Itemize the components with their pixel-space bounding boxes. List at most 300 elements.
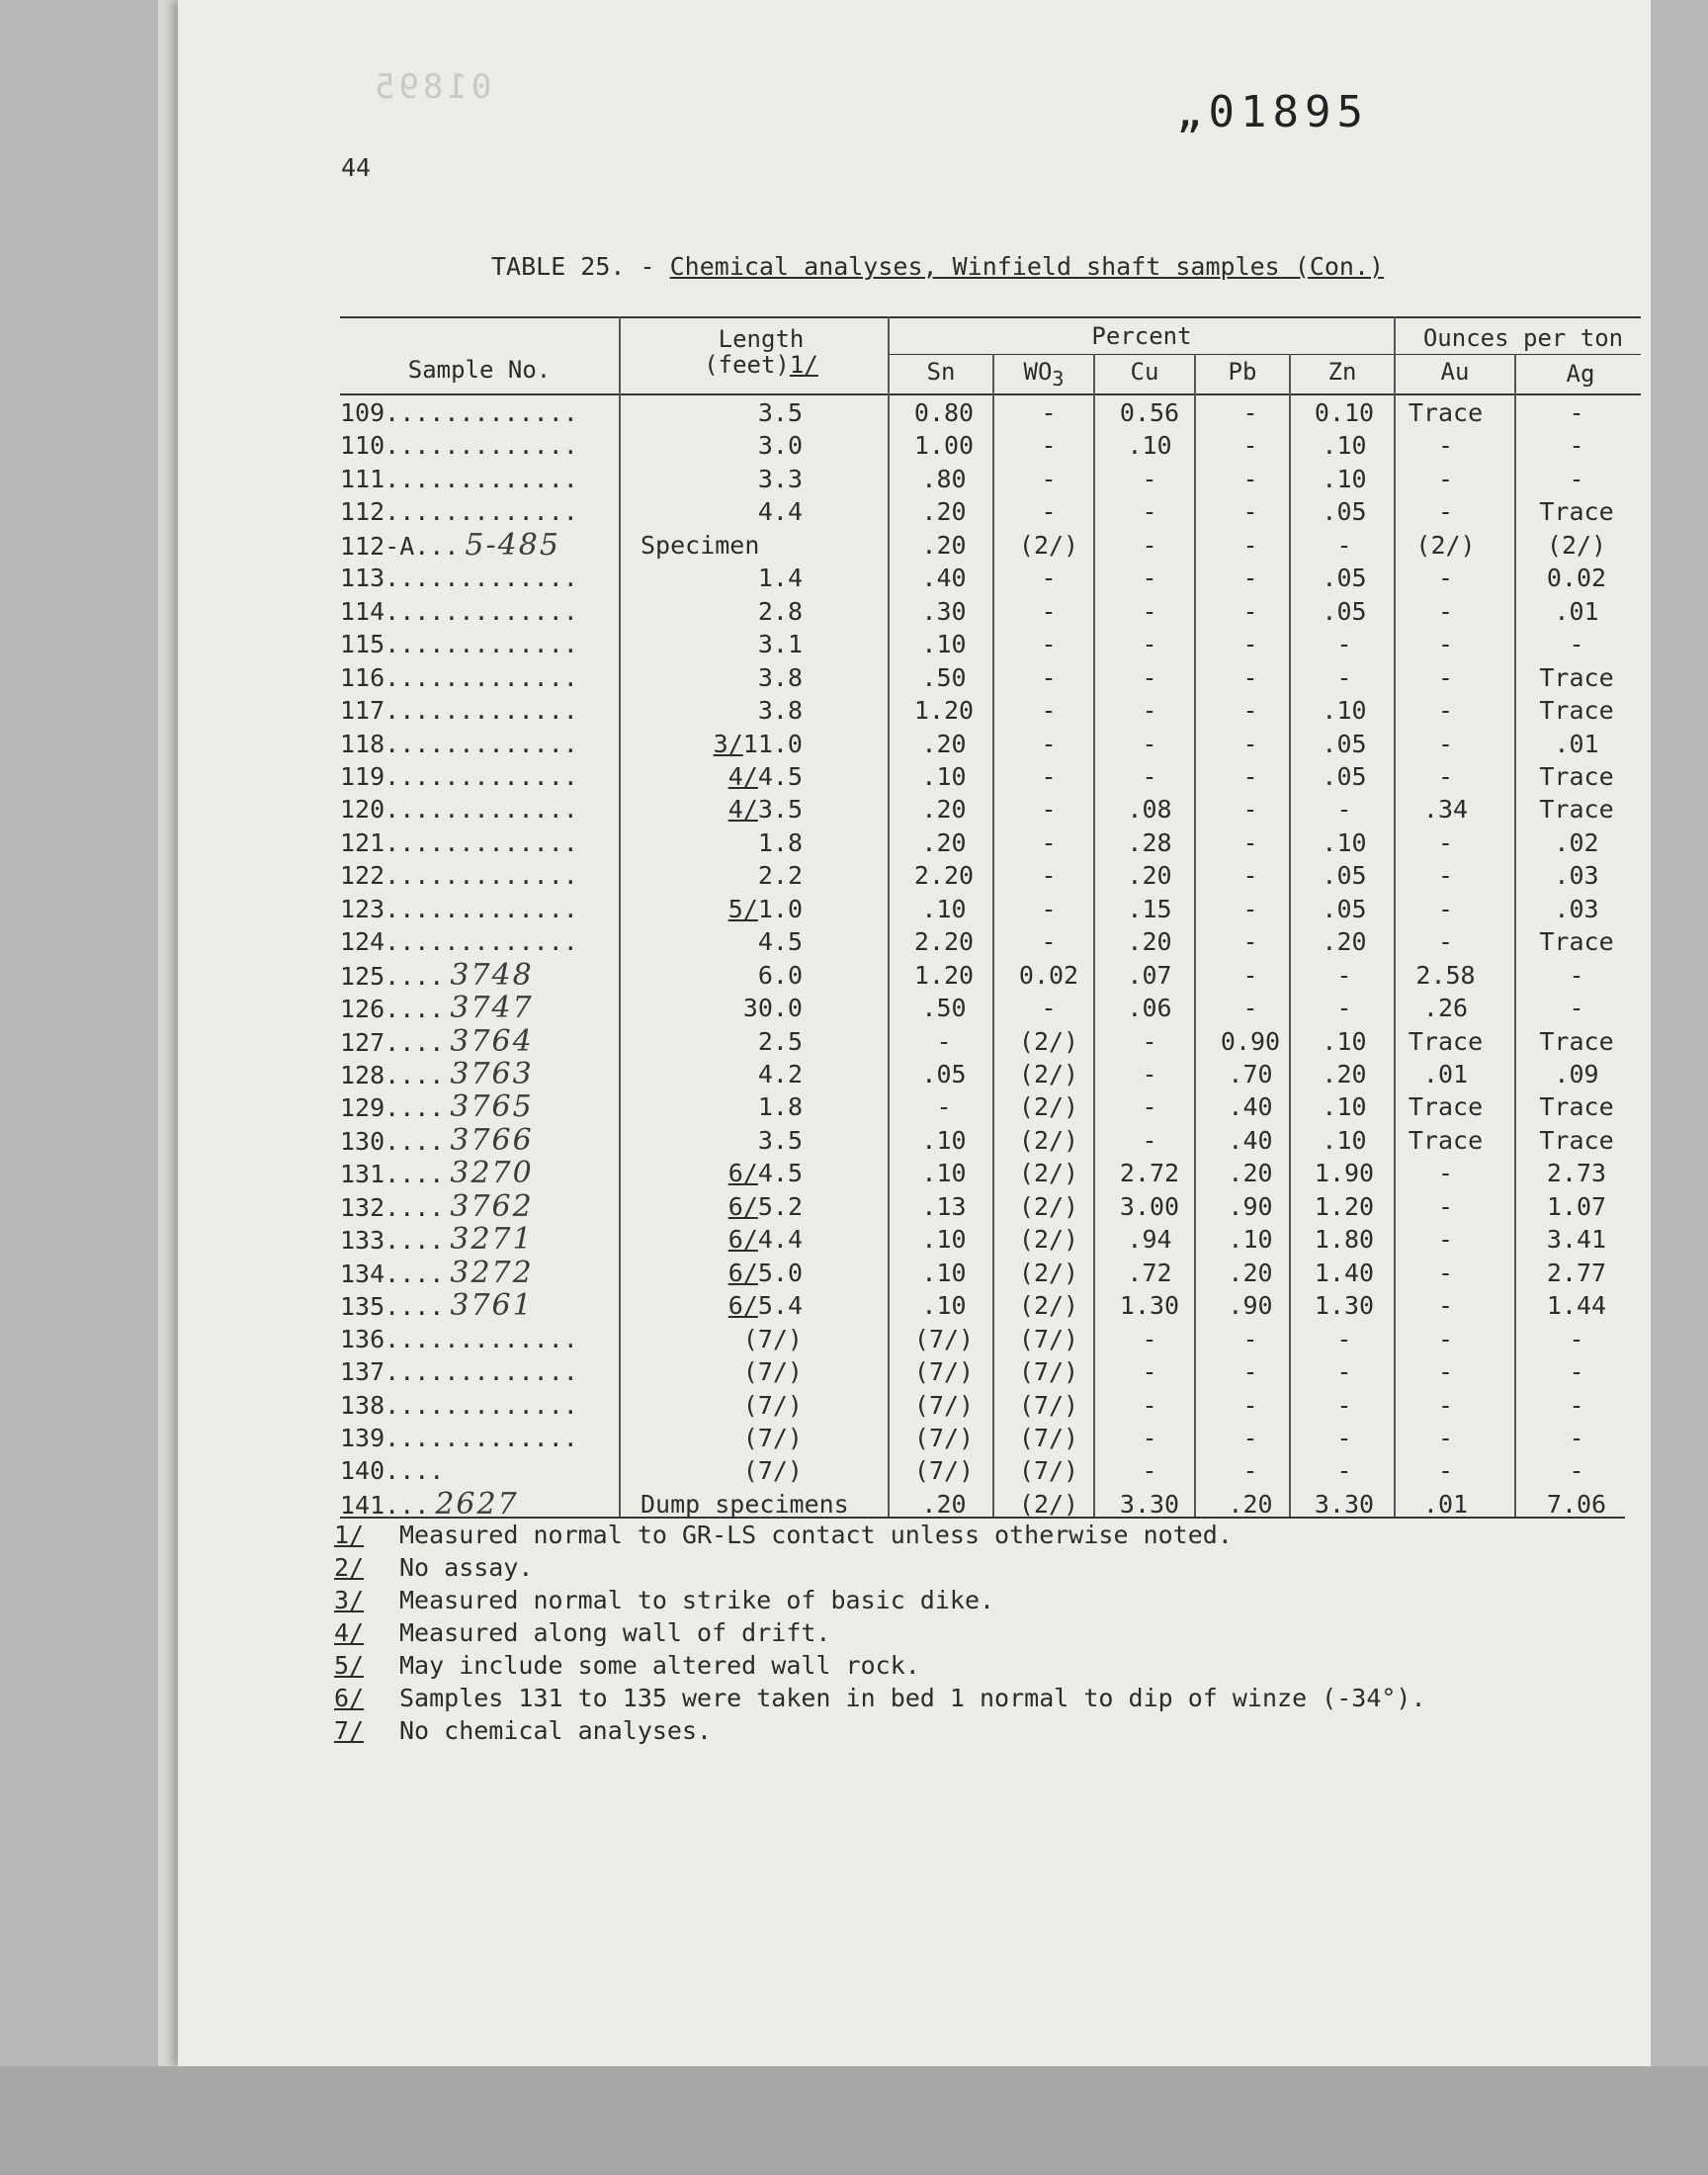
header-group-rule xyxy=(888,354,1641,355)
handwritten-lab-number: 3765 xyxy=(450,1089,534,1124)
au-cell: - xyxy=(1437,630,1454,658)
length-value: (7/) xyxy=(742,1424,803,1452)
header-wo3-subscript: 3 xyxy=(1052,366,1065,391)
length-value: 5.2 xyxy=(757,1192,803,1221)
au-cell: - xyxy=(1437,861,1454,890)
length-value: 3.5 xyxy=(757,795,803,824)
length-cell xyxy=(605,496,803,528)
sn-cell: .20 xyxy=(921,497,967,526)
length-value: 1.4 xyxy=(757,564,803,592)
cu-cell: 3.00 xyxy=(1119,1192,1180,1221)
sn-cell: - xyxy=(936,1092,952,1121)
pb-cell: - xyxy=(1242,895,1258,923)
wo3-cell: (2/) xyxy=(1018,1225,1079,1254)
zn-cell: .20 xyxy=(1322,1060,1367,1088)
pb-cell: - xyxy=(1242,497,1258,526)
length-cell xyxy=(605,894,803,925)
ag-cell: - xyxy=(1569,1456,1584,1485)
length-cell xyxy=(605,860,803,892)
cu-cell: - xyxy=(1142,497,1157,526)
zn-cell: - xyxy=(1336,795,1352,824)
pb-cell: - xyxy=(1242,795,1258,824)
cu-cell: - xyxy=(1142,465,1157,493)
wo3-cell: (2/) xyxy=(1018,1192,1079,1221)
table-top-rule xyxy=(340,316,1641,318)
sample-number-cell xyxy=(340,1390,578,1422)
header-length-footnote: 1/ xyxy=(789,351,818,379)
ag-cell: - xyxy=(1569,1325,1584,1353)
sample-number-cell xyxy=(340,1224,534,1257)
sample-number-cell xyxy=(340,596,578,628)
handwritten-lab-number: 3748 xyxy=(450,958,534,993)
length-cell xyxy=(605,827,803,859)
zn-cell: - xyxy=(1336,994,1352,1022)
length-footnote-ref: 4/ xyxy=(727,795,758,824)
pb-cell: - xyxy=(1242,1456,1258,1485)
zn-cell: .10 xyxy=(1322,465,1367,493)
sample-number-cell xyxy=(340,695,578,727)
au-cell: - xyxy=(1437,1192,1454,1221)
sn-cell: - xyxy=(936,1027,952,1056)
ag-cell: - xyxy=(1569,398,1584,427)
sn-cell: .10 xyxy=(921,895,967,923)
sample-number: 109............. xyxy=(340,398,578,427)
length-value: 1.8 xyxy=(757,828,803,857)
sn-cell: .10 xyxy=(921,1259,967,1287)
au-cell: .34 xyxy=(1422,795,1469,824)
length-cell xyxy=(640,530,838,562)
length-cell xyxy=(605,1158,803,1189)
au-cell: - xyxy=(1437,828,1454,857)
document-number: „01895 xyxy=(1176,87,1369,137)
ag-cell: Trace xyxy=(1539,497,1614,526)
au-cell: - xyxy=(1437,1456,1454,1485)
sn-cell: .10 xyxy=(921,1159,967,1187)
length-footnote-ref: 6/ xyxy=(727,1159,758,1187)
zn-cell: .05 xyxy=(1322,762,1367,791)
length-cell xyxy=(605,629,803,660)
ag-cell: .02 xyxy=(1554,828,1599,857)
au-cell: Trace xyxy=(1408,1092,1484,1121)
length-cell xyxy=(605,1290,803,1322)
length-value: 2.8 xyxy=(757,597,803,626)
sample-number: 112-A... xyxy=(340,532,460,561)
cu-cell: - xyxy=(1142,730,1157,758)
header-wo3-label: WO xyxy=(1023,358,1053,386)
footnote-mark: 1/ xyxy=(334,1521,365,1549)
sn-cell: .80 xyxy=(921,465,967,493)
sample-number: 118............. xyxy=(340,730,578,758)
au-cell: Trace xyxy=(1408,1027,1484,1056)
cu-cell: 3.30 xyxy=(1119,1490,1180,1519)
sample-number: 139............. xyxy=(340,1424,578,1452)
pb-cell: .90 xyxy=(1228,1291,1273,1320)
length-value: 3.0 xyxy=(757,431,803,460)
au-cell: - xyxy=(1437,1225,1454,1254)
sample-number: 140.... xyxy=(340,1456,445,1485)
length-value: 4.5 xyxy=(757,927,803,956)
au-cell: Trace xyxy=(1408,398,1484,427)
ag-cell: Trace xyxy=(1539,1092,1614,1121)
sample-number: 133.... xyxy=(340,1226,445,1255)
wo3-cell: (2/) xyxy=(1018,1092,1079,1121)
length-value: 4.5 xyxy=(757,762,803,791)
zn-cell: - xyxy=(1336,531,1352,560)
au-cell: - xyxy=(1437,431,1454,460)
footnote-text: Measured along wall of drift. xyxy=(399,1618,831,1647)
au-cell: - xyxy=(1437,762,1454,791)
length-cell xyxy=(605,926,803,958)
wo3-cell: (2/) xyxy=(1018,1490,1079,1519)
sample-number: 116............. xyxy=(340,663,578,692)
wo3-cell: (2/) xyxy=(1018,1027,1079,1056)
footnote-text: Samples 131 to 135 were taken in bed 1 normal to dip of winze (-34°). xyxy=(399,1684,1426,1712)
sample-number: 130.... xyxy=(340,1127,445,1156)
sample-number-cell xyxy=(340,993,534,1025)
sample-number-cell xyxy=(340,662,578,694)
sn-cell: .20 xyxy=(921,730,967,758)
wo3-cell: - xyxy=(1041,663,1057,692)
sample-number-cell xyxy=(340,1489,519,1522)
length-cell xyxy=(605,794,803,826)
cu-cell: .06 xyxy=(1127,994,1172,1022)
handwritten-lab-number: 3763 xyxy=(450,1057,534,1091)
length-value: 1.0 xyxy=(757,895,803,923)
wo3-cell: (2/) xyxy=(1018,1259,1079,1287)
cu-cell: - xyxy=(1142,1391,1157,1420)
ag-cell: Trace xyxy=(1539,795,1614,824)
header-pb: Pb xyxy=(1228,358,1257,386)
length-value: 2.2 xyxy=(757,861,803,890)
au-cell: - xyxy=(1437,1159,1454,1187)
pb-cell: .10 xyxy=(1228,1225,1273,1254)
sample-number-cell xyxy=(340,926,578,958)
header-percent: Percent xyxy=(1091,322,1192,350)
length-cell xyxy=(605,1324,803,1355)
length-cell xyxy=(640,1489,849,1521)
length-cell xyxy=(605,729,803,760)
pb-cell: - xyxy=(1242,564,1258,592)
ag-cell: .01 xyxy=(1554,597,1599,626)
sn-cell: .10 xyxy=(921,762,967,791)
length-cell xyxy=(605,397,803,429)
wo3-cell: - xyxy=(1041,696,1057,725)
sample-number: 127.... xyxy=(340,1028,445,1057)
header-sn: Sn xyxy=(926,358,956,386)
cu-cell: - xyxy=(1142,597,1157,626)
ag-cell: Trace xyxy=(1539,762,1614,791)
length-cell xyxy=(605,1026,803,1058)
zn-cell: - xyxy=(1336,663,1352,692)
length-cell xyxy=(605,1423,803,1454)
header-length xyxy=(652,326,870,378)
ag-cell: Trace xyxy=(1539,927,1614,956)
ag-cell: .09 xyxy=(1554,1060,1599,1088)
au-cell: - xyxy=(1437,465,1454,493)
sample-number: 125.... xyxy=(340,962,445,991)
ag-cell: (2/) xyxy=(1546,531,1607,560)
sample-number: 137............. xyxy=(340,1357,578,1386)
page-number: 44 xyxy=(341,153,372,182)
sn-cell: 2.20 xyxy=(913,927,975,956)
length-value: 4.4 xyxy=(757,497,803,526)
length-value: Dump specimens xyxy=(640,1490,849,1519)
sample-number: 124............. xyxy=(340,927,578,956)
sample-number: 141... xyxy=(340,1491,430,1520)
wo3-cell: - xyxy=(1041,497,1057,526)
cu-cell: .94 xyxy=(1127,1225,1172,1254)
zn-cell: .20 xyxy=(1322,927,1367,956)
sample-number: 122............. xyxy=(340,861,578,890)
sample-number-cell xyxy=(340,1290,534,1323)
pb-cell: .70 xyxy=(1228,1060,1273,1088)
sn-cell: (7/) xyxy=(913,1357,975,1386)
au-cell: (2/) xyxy=(1415,531,1476,560)
footnote-mark: 4/ xyxy=(334,1618,365,1647)
handwritten-lab-number: 3271 xyxy=(450,1222,534,1257)
pb-cell: - xyxy=(1242,1357,1258,1386)
header-length-unit: (feet) xyxy=(704,351,790,379)
sample-number-cell xyxy=(340,1191,534,1224)
handwritten-lab-number: 3764 xyxy=(450,1024,534,1059)
cu-cell: - xyxy=(1142,1357,1157,1386)
au-cell: - xyxy=(1437,1325,1454,1353)
sn-cell: (7/) xyxy=(913,1424,975,1452)
au-cell: - xyxy=(1437,1391,1454,1420)
length-cell xyxy=(605,430,803,462)
length-cell xyxy=(605,695,803,727)
sn-cell: .10 xyxy=(921,1225,967,1254)
zn-cell: .10 xyxy=(1322,1027,1367,1056)
sn-cell: .50 xyxy=(921,994,967,1022)
cu-cell: - xyxy=(1142,1060,1157,1088)
length-footnote-ref: 6/ xyxy=(727,1259,758,1287)
cu-cell: 2.72 xyxy=(1119,1159,1180,1187)
wo3-cell: (7/) xyxy=(1018,1424,1079,1452)
sample-number-cell xyxy=(340,860,578,892)
footnote-mark: 3/ xyxy=(334,1586,365,1614)
footnote-mark: 2/ xyxy=(334,1553,365,1582)
wo3-cell: - xyxy=(1041,828,1057,857)
sample-number-cell xyxy=(340,1455,444,1487)
sn-cell: 2.20 xyxy=(913,861,975,890)
handwritten-lab-number: 3761 xyxy=(450,1288,534,1323)
wo3-cell: (2/) xyxy=(1018,1126,1079,1155)
pb-cell: .90 xyxy=(1228,1192,1273,1221)
sample-number-cell xyxy=(340,960,534,993)
wo3-cell: - xyxy=(1041,564,1057,592)
pb-cell: .20 xyxy=(1228,1259,1273,1287)
length-value: 4.4 xyxy=(757,1225,803,1254)
zn-cell: - xyxy=(1336,1325,1352,1353)
length-value: Specimen xyxy=(640,531,760,560)
pb-cell: - xyxy=(1242,630,1258,658)
length-cell xyxy=(605,1125,803,1157)
sn-cell: .10 xyxy=(921,1126,967,1155)
wo3-cell: 0.02 xyxy=(1018,961,1079,990)
sn-cell: .20 xyxy=(921,531,967,560)
ag-cell: - xyxy=(1569,630,1584,658)
length-value: (7/) xyxy=(742,1325,803,1353)
length-cell xyxy=(605,662,803,694)
header-au: Au xyxy=(1440,358,1470,386)
sample-number-cell xyxy=(340,1423,578,1454)
sn-cell: 1.00 xyxy=(913,431,975,460)
footnote-mark: 6/ xyxy=(334,1684,365,1712)
length-value: (7/) xyxy=(742,1357,803,1386)
length-cell xyxy=(605,1356,803,1388)
length-footnote-ref: 6/ xyxy=(727,1291,758,1320)
sample-number-cell xyxy=(340,794,578,826)
handwritten-lab-number: 3762 xyxy=(450,1189,534,1224)
length-footnote-ref: 5/ xyxy=(727,895,758,923)
sample-number-cell xyxy=(340,1026,534,1059)
cu-cell: .10 xyxy=(1127,431,1172,460)
au-cell: - xyxy=(1437,564,1454,592)
length-footnote-ref: 6/ xyxy=(727,1192,758,1221)
handwritten-lab-number: 3270 xyxy=(450,1156,534,1190)
pb-cell: - xyxy=(1242,1391,1258,1420)
header-ounces-per-ton: Ounces per ton xyxy=(1422,324,1624,352)
sample-number: 112............. xyxy=(340,497,578,526)
ag-cell: Trace xyxy=(1539,696,1614,725)
sample-number-cell xyxy=(340,894,578,925)
au-cell: - xyxy=(1437,1259,1454,1287)
zn-cell: .10 xyxy=(1322,696,1367,725)
sample-number-cell xyxy=(340,1125,534,1158)
ag-cell: Trace xyxy=(1539,1027,1614,1056)
sample-number-cell xyxy=(340,1258,534,1290)
handwritten-lab-number: 5-485 xyxy=(465,528,560,563)
ag-cell: 7.06 xyxy=(1546,1490,1607,1519)
length-cell xyxy=(605,1059,803,1090)
pb-cell: - xyxy=(1242,431,1258,460)
wo3-cell: - xyxy=(1041,730,1057,758)
length-cell xyxy=(605,1191,803,1223)
sample-number: 138............. xyxy=(340,1391,578,1420)
table-title-prefix: TABLE 25. - xyxy=(491,252,670,281)
length-footnote-ref: 3/ xyxy=(713,730,743,758)
footnote-mark: 7/ xyxy=(334,1716,365,1745)
sample-number: 128.... xyxy=(340,1061,445,1089)
zn-cell: .10 xyxy=(1322,828,1367,857)
zn-cell: .05 xyxy=(1322,564,1367,592)
footnote-mark: 5/ xyxy=(334,1651,365,1680)
sample-number-cell xyxy=(340,827,578,859)
zn-cell: - xyxy=(1336,630,1352,658)
zn-cell: 1.30 xyxy=(1314,1291,1375,1320)
sample-number-cell xyxy=(340,729,578,760)
sample-number-cell xyxy=(340,464,578,495)
wo3-cell: (7/) xyxy=(1018,1456,1079,1485)
wo3-cell: (7/) xyxy=(1018,1391,1079,1420)
cu-cell: - xyxy=(1142,696,1157,725)
pb-cell: - xyxy=(1242,730,1258,758)
au-cell: .26 xyxy=(1422,994,1469,1022)
length-value: 3.5 xyxy=(757,398,803,427)
header-zn: Zn xyxy=(1327,358,1357,386)
sn-cell: .20 xyxy=(921,1490,967,1519)
sn-cell: (7/) xyxy=(913,1325,975,1353)
header-bottom-rule xyxy=(340,393,1641,395)
sample-number: 117............. xyxy=(340,696,578,725)
pb-cell: - xyxy=(1242,828,1258,857)
header-ag: Ag xyxy=(1566,360,1595,388)
wo3-cell: - xyxy=(1041,895,1057,923)
zn-cell: - xyxy=(1336,1357,1352,1386)
length-cell xyxy=(605,596,803,628)
ag-cell: Trace xyxy=(1539,663,1614,692)
ag-cell: - xyxy=(1569,465,1584,493)
length-footnote-ref: 6/ xyxy=(727,1225,758,1254)
pb-cell: - xyxy=(1242,1424,1258,1452)
sample-number-cell xyxy=(340,629,578,660)
length-value: 2.5 xyxy=(757,1027,803,1056)
length-cell xyxy=(605,993,803,1024)
zn-cell: .05 xyxy=(1322,730,1367,758)
length-value: 3.1 xyxy=(757,630,803,658)
length-value: 3.5 xyxy=(757,1126,803,1155)
sn-cell: 1.20 xyxy=(913,961,975,990)
sn-cell: .20 xyxy=(921,795,967,824)
sample-number: 119............. xyxy=(340,762,578,791)
zn-cell: .10 xyxy=(1322,431,1367,460)
cu-cell: - xyxy=(1142,630,1157,658)
footnote-text: Measured normal to GR-LS contact unless otherwise noted. xyxy=(399,1521,1233,1549)
sn-cell: .10 xyxy=(921,630,967,658)
au-cell: 2.58 xyxy=(1415,961,1476,990)
au-cell: - xyxy=(1437,927,1454,956)
ag-cell: - xyxy=(1569,961,1584,990)
ag-cell: - xyxy=(1569,1357,1584,1386)
length-cell xyxy=(605,1091,803,1123)
length-cell xyxy=(605,761,803,793)
sample-number: 121............. xyxy=(340,828,578,857)
pb-cell: - xyxy=(1242,398,1258,427)
zn-cell: .10 xyxy=(1322,1126,1367,1155)
sample-number: 114............. xyxy=(340,597,578,626)
sn-cell: .20 xyxy=(921,828,967,857)
length-value: 5.4 xyxy=(757,1291,803,1320)
sample-number-cell xyxy=(340,397,578,429)
sample-number-cell xyxy=(340,1158,534,1190)
wo3-cell: - xyxy=(1041,795,1057,824)
pb-cell: - xyxy=(1242,1325,1258,1353)
zn-cell: - xyxy=(1336,961,1352,990)
ag-cell: - xyxy=(1569,1424,1584,1452)
cu-cell: 0.56 xyxy=(1119,398,1180,427)
length-value: 3.3 xyxy=(757,465,803,493)
length-value: 5.0 xyxy=(757,1259,803,1287)
pb-cell: 0.90 xyxy=(1220,1027,1281,1056)
cu-cell: - xyxy=(1142,1126,1157,1155)
sample-number-cell xyxy=(340,761,578,793)
zn-cell: .05 xyxy=(1322,861,1367,890)
wo3-cell: - xyxy=(1041,465,1057,493)
ag-cell: 0.02 xyxy=(1546,564,1607,592)
handwritten-lab-number: 3747 xyxy=(450,991,534,1025)
length-value: 11.0 xyxy=(742,730,803,758)
pb-cell: - xyxy=(1242,663,1258,692)
wo3-cell: (2/) xyxy=(1018,531,1079,560)
pb-cell: - xyxy=(1242,762,1258,791)
length-value: (7/) xyxy=(742,1456,803,1485)
cu-cell: .28 xyxy=(1127,828,1172,857)
au-cell: - xyxy=(1437,597,1454,626)
wo3-cell: (7/) xyxy=(1018,1357,1079,1386)
pb-cell: - xyxy=(1242,531,1258,560)
sample-number: 126.... xyxy=(340,995,445,1023)
